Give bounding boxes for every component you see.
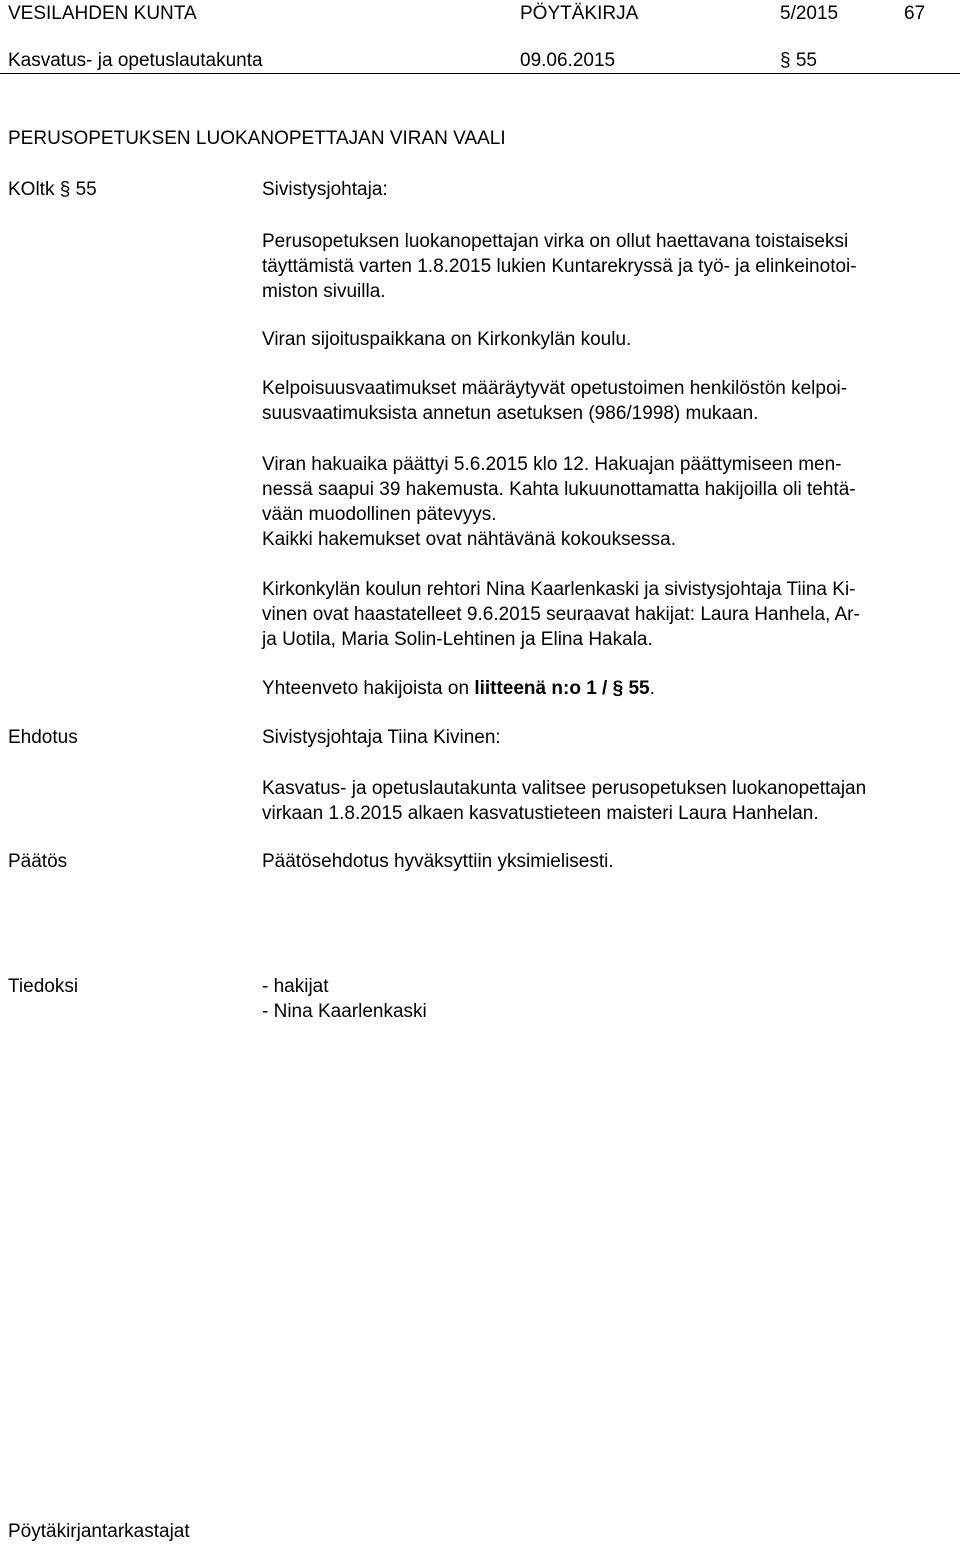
municipality-name: VESILAHDEN KUNTA: [8, 3, 197, 24]
ehdotus-text: [262, 776, 954, 826]
text-line: suusvaatimuksista annetun asetuksen (986/1998) mukaan.: [262, 403, 759, 424]
text-line: nessä saapui 39 hakemusta. Kahta lukuunottamatta hakijoilla oli tehtä-: [262, 479, 856, 500]
attachment-reference: liitteenä n:o 1 /: [474, 678, 613, 699]
tiedoksi-list: [262, 974, 954, 1024]
list-item: - hakijat: [262, 976, 329, 997]
header-divider: [0, 73, 960, 74]
committee-name: Kasvatus- ja opetuslautakunta: [8, 50, 263, 71]
paragraph-summary: [262, 676, 954, 701]
ehdotus-presenter: Sivistysjohtaja Tiina Kivinen:: [262, 727, 501, 748]
text-line: Kasvatus- ja opetuslautakunta valitsee perusopetuksen luokanopettajan: [262, 778, 867, 799]
page-number: 67: [904, 3, 926, 24]
text-line: virkaan 1.8.2015 alkaen kasvatustieteen maisteri Laura Hanhelan.: [262, 803, 819, 824]
reference-prefix: KOltk: [8, 179, 55, 200]
text-line: Viran hakuaika päättyi 5.6.2015 klo 12. Hakuajan päättymiseen men-: [262, 454, 842, 475]
footer-reviewers-label: Pöytäkirjantarkastajat: [8, 1521, 190, 1542]
presenter-label: Sivistysjohtaja:: [262, 179, 388, 200]
meeting-date: 09.06.2015: [520, 50, 616, 71]
text-line: Viran sijoituspaikkana on Kirkonkylän koulu.: [262, 329, 632, 350]
attachment-section-number: 55: [623, 678, 650, 699]
text-line: Kelpoisuusvaatimukset määräytyvät opetustoimen henkilöstön kelpoi-: [262, 378, 848, 399]
summary-prefix: Yhteenveto hakijoista on: [262, 678, 475, 699]
reference-number: 55: [75, 179, 97, 200]
section-symbol: §: [780, 50, 791, 71]
text-line: täyttämistä varten 1.8.2015 lukien Kuntarekryssä ja työ- ja elinkeinotoi-: [262, 256, 857, 277]
section-number: [780, 49, 817, 73]
item-title: PERUSOPETUKSEN LUOKANOPETTAJAN VIRAN VAALI: [8, 128, 506, 149]
paatos-text: Päätösehdotus hyväksyttiin yksimielisesti.: [262, 851, 614, 872]
text-line: vinen ovat haastatelleet 9.6.2015 seuraavat hakijat: Laura Hanhela, Ar-: [262, 604, 860, 625]
reference-label: [8, 178, 97, 202]
reference-symbol: §: [59, 179, 71, 200]
list-item: - Nina Kaarlenkaski: [262, 1001, 427, 1022]
paragraph-location: [262, 327, 954, 352]
text-line: ja Uotila, Maria Solin-Lehtinen ja Elina Hakala.: [262, 629, 653, 650]
paragraph-qualifications: [262, 376, 954, 426]
section-number-value: 55: [795, 50, 817, 71]
paatos-label: Päätös: [8, 851, 68, 872]
text-line: Kaikki hakemukset ovat nähtävänä kokouksessa.: [262, 529, 677, 550]
paragraph-vacancy: [262, 229, 954, 304]
ehdotus-label: Ehdotus: [8, 727, 78, 748]
text-line: Perusopetuksen luokanopettajan virka on ollut haettavana toistaiseksi: [262, 231, 849, 252]
text-line: Kirkonkylän koulun rehtori Nina Kaarlenkaski ja sivistysjohtaja Tiina Ki-: [262, 579, 856, 600]
summary-suffix: .: [649, 678, 655, 699]
paragraph-applications: [262, 452, 954, 552]
paragraph-interviews: [262, 577, 954, 652]
text-line: miston sivuilla.: [262, 281, 386, 302]
document-type: PÖYTÄKIRJA: [520, 3, 639, 24]
summary-line: [262, 676, 954, 701]
tiedoksi-label: Tiedoksi: [8, 976, 79, 997]
text-line: vään muodollinen pätevyys.: [262, 504, 497, 525]
attachment-section-symbol: §: [612, 678, 624, 699]
document-number: 5/2015: [780, 3, 839, 24]
